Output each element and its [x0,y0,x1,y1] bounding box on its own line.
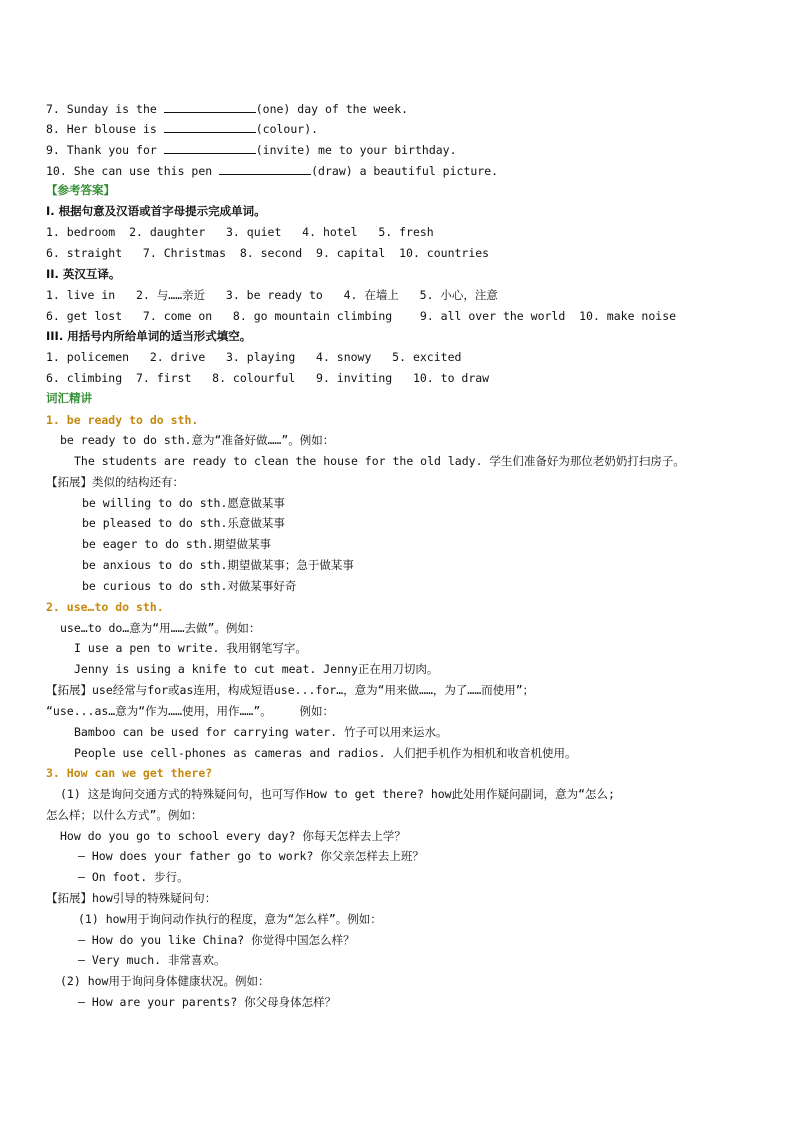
item-number: 9. [46,143,60,157]
answer-blank[interactable] [164,121,256,133]
vocab-item-3-dialog-2: — On foot. 步行。 [78,870,189,884]
vocab-item-3-point-1-dialog-2: — Very much. 非常喜欢。 [78,953,226,967]
vocab-item-1-meaning: be ready to do sth.意为“准备好做……”。例如： [60,433,335,447]
vocab-item-3-point-2: (2) how用于询问身体健康状况。例如： [60,974,270,988]
vocab-item-2-meaning: use…to do…意为“用……去做”。例如： [60,621,261,635]
vocab-item-1-example: The students are ready to clean the house for the old lady. 学生们准备好为那位老奶奶打扫房子。 [74,454,685,468]
vocab-item-2-example-4: People use cell-phones as cameras and radios. 人们把手机作为相机和收音机使用。 [74,746,577,760]
vocab-item-2-example-1: I use a pen to write. 我用钢笔写字。 [74,641,307,655]
vocab-item-3-explanation-2: 怎么样；以什么方式”。例如： [46,808,203,822]
section-3-answers-row-1: 1. policemen 2. drive 3. playing 4. snowy 5. excited [46,350,462,364]
vocab-item-3-point-2-dialog-1: — How are your parents? 你父母身体怎样？ [78,995,337,1009]
exercise-line-8 [46,121,318,136]
sentence-start: Sunday is the [66,102,164,116]
exercise-line-10 [46,163,498,178]
section-3-answers-row-2: 6. climbing 7. first 8. colourful 9. inviting 10. to draw [46,371,490,385]
section-1-title: I. 根据句意及汉语或首字母提示完成单词。 [46,204,266,218]
section-2-answers-row-2: 6. get lost 7. come on 8. go mountain climbing 9. all over the world 10. make noise [46,309,677,323]
vocab-item-1-extension: 【拓展】类似的结构还有： [46,475,184,489]
exercise-line-9 [46,142,457,157]
sentence-start: She can use this pen [73,164,220,178]
sentence-start: Her blouse is [66,122,164,136]
sentence-end: (colour). [255,122,319,136]
extension-phrase-2: be pleased to do sth.乐意做某事 [82,516,285,530]
vocab-item-3-example-1: How do you go to school every day? 你每天怎样去上学？ [60,829,406,843]
answer-blank[interactable] [219,163,311,175]
extension-phrase-1: be willing to do sth.愿意做某事 [82,496,285,510]
vocab-title: 词汇精讲 [46,391,92,405]
vocab-item-2-example-3: Bamboo can be used for carrying water. 竹子可以用来运水。 [74,725,448,739]
section-2-answers-row-1: 1. live in 2. 与……亲近 3. be ready to 4. 在墙上 5. 小心，注意 [46,288,498,302]
vocab-item-2-extension-1: 【拓展】use经常与for或as连用，构成短语use...for…，意为“用来做……，为了……而使用”； [46,683,535,697]
vocab-item-1-heading: 1. be ready to do sth. [46,413,199,427]
vocab-item-3-point-1-dialog-1: — How do you like China? 你觉得中国怎么样？ [78,933,355,947]
item-number: 7. [46,102,60,116]
vocab-item-3-dialog-1: — How does your father go to work? 你父亲怎样去上班？ [78,849,424,863]
extension-phrase-5: be curious to do sth.对做某事好奇 [82,579,297,593]
vocab-item-3-extension: 【拓展】how引导的特殊疑问句： [46,891,217,905]
vocab-item-2-heading: 2. use…to do sth. [46,600,164,614]
vocab-item-2-extension-2: “use...as…意为“作为……使用，用作……”。 例如： [46,704,334,718]
item-number: 10. [46,164,67,178]
vocab-item-2-example-2: Jenny is using a knife to cut meat. Jenny正在用刀切肉。 [74,662,439,676]
sentence-end: (draw) a beautiful picture. [311,164,499,178]
sentence-end: (invite) me to your birthday. [255,143,457,157]
answers-title: 【参考答案】 [46,183,115,197]
section-2-title: II. 英汉互译。 [46,267,121,281]
extension-phrase-3: be eager to do sth.期望做某事 [82,537,272,551]
answer-blank[interactable] [164,142,256,154]
vocab-item-3-point-1: (1) how用于询问动作执行的程度，意为“怎么样”。例如： [78,912,382,926]
section-3-title: III. 用括号内所给单词的适当形式填空。 [46,329,252,343]
answer-blank[interactable] [164,101,256,113]
vocab-item-3-heading: 3. How can we get there? [46,766,213,780]
sentence-end: (one) day of the week. [255,102,409,116]
item-number: 8. [46,122,60,136]
exercise-line-7 [46,101,408,116]
extension-phrase-4: be anxious to do sth.期望做某事；急于做某事 [82,558,354,572]
vocab-item-3-explanation-1: (1) 这是询问交通方式的特殊疑问句，也可写作How to get there? how此处用作疑问副词，意为“怎么; [60,787,615,801]
sentence-start: Thank you for [66,143,164,157]
section-1-answers-row-2: 6. straight 7. Christmas 8. second 9. capital 10. countries [46,246,490,260]
section-1-answers-row-1: 1. bedroom 2. daughter 3. quiet 4. hotel 5. fresh [46,225,434,239]
